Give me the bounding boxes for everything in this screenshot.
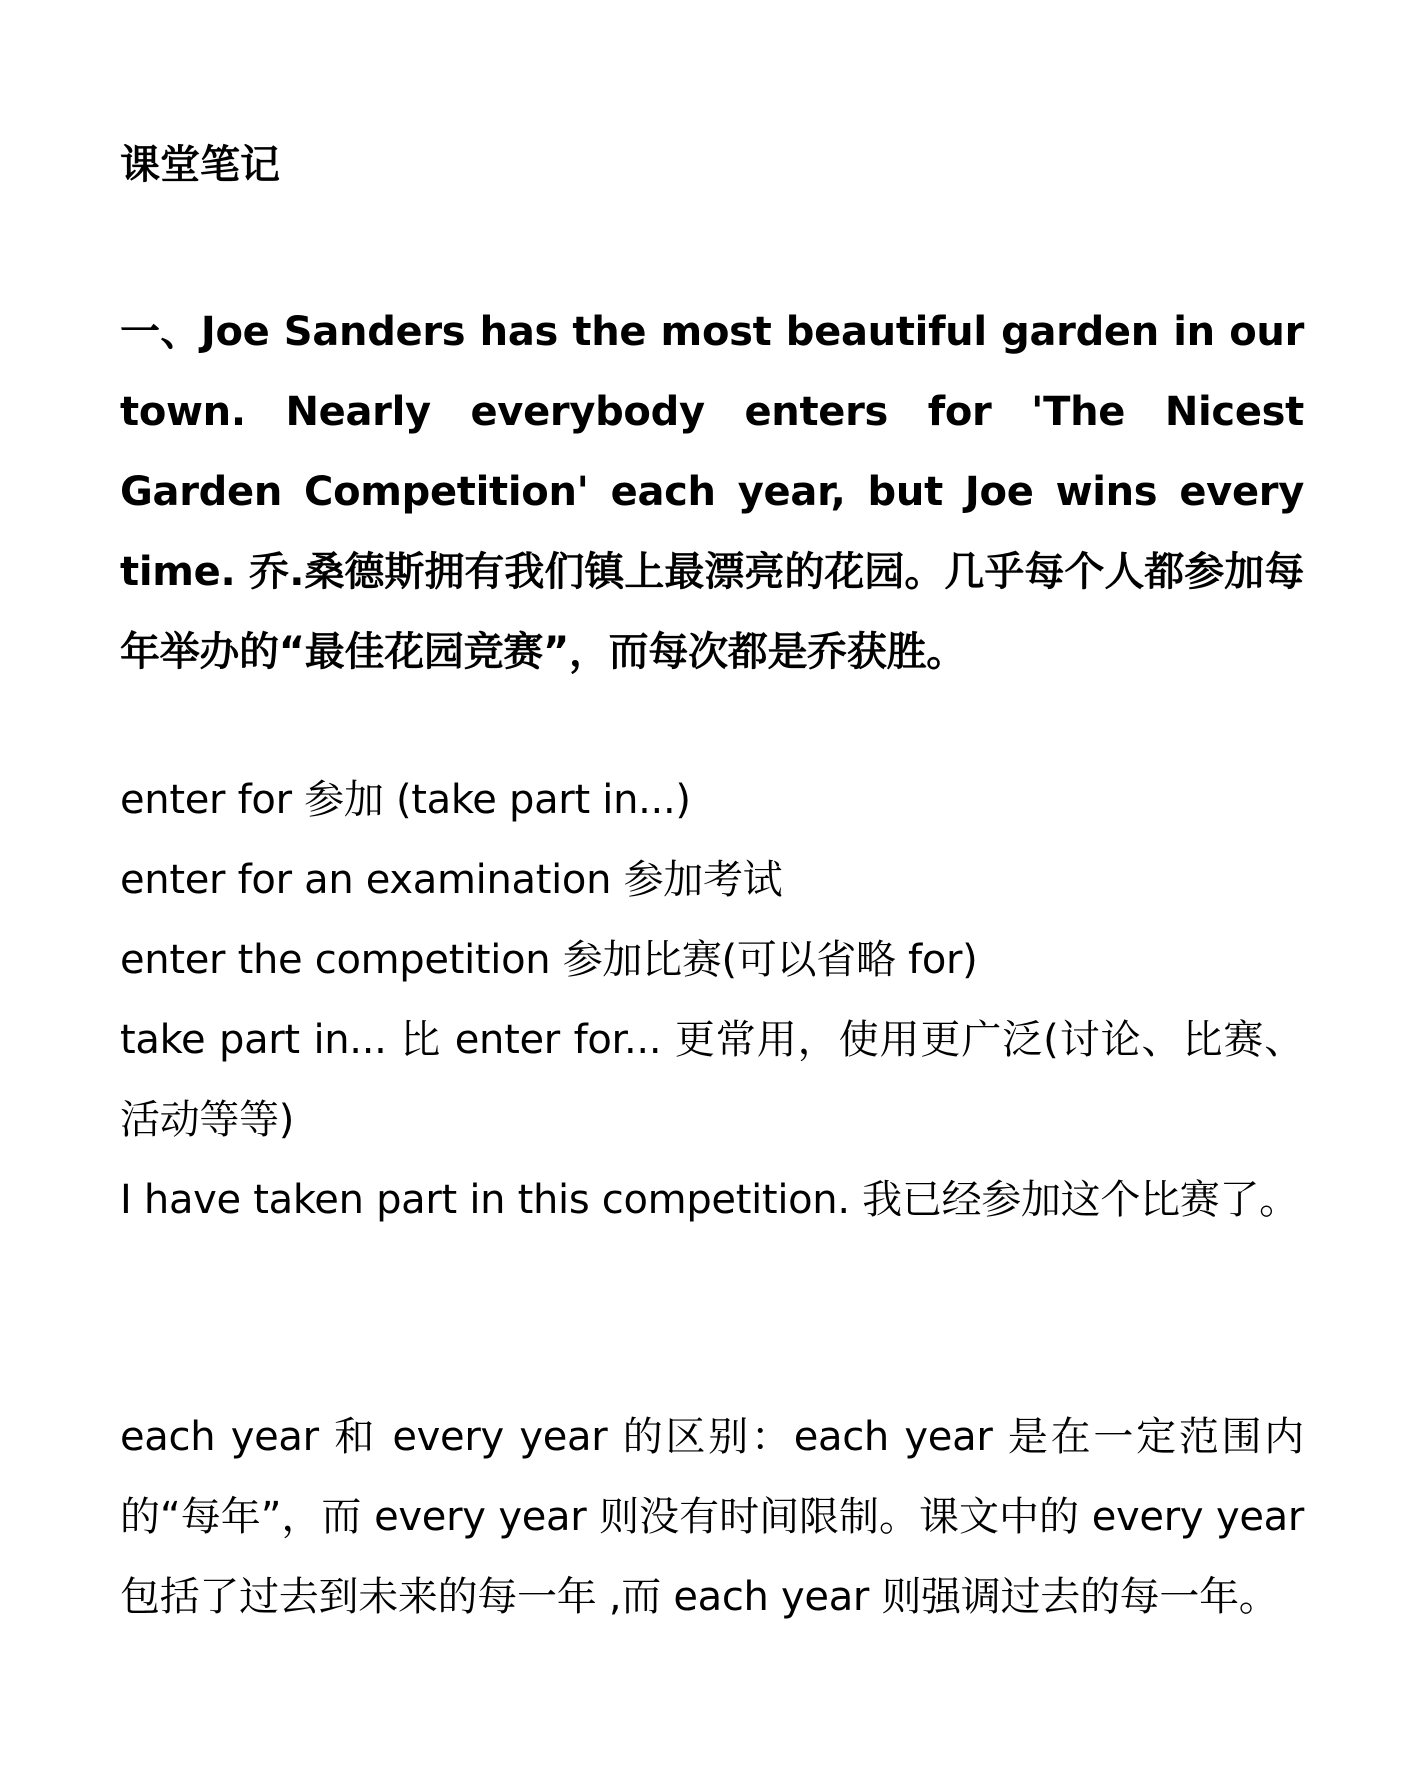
vocabulary-notes (120, 760, 1304, 1240)
lesson-paragraph: 一、Joe Sanders has the most beautiful garden in our town. Nearly everybody enters for 'The Nicest Garden Competition' each year, but Joe wins every time. 乔.桑德斯拥有我们镇上最漂亮的花园。几乎每个人都参加每年举办的“最佳花园竞赛”，而每次都是乔获胜。 (120, 309, 1304, 675)
each-every-explanation: each year 和 every year 的区别：each year 是在一定范围内的“每年”，而 every year 则没有时间限制。课文中的 every year 包括了过去到未来的每一年 ,而 each year 则强调过去的每一年。 (120, 1414, 1304, 1620)
note-line: I have taken part in this competition. 我已经参加这个比赛了。 (120, 1177, 1299, 1223)
page-content (120, 0, 1304, 1788)
note-line: enter for 参加 (take part in...) (120, 777, 691, 823)
page-title: 课堂笔记 (120, 142, 280, 188)
note-line: enter for an examination 参加考试 (120, 857, 783, 903)
note-line: enter the competition 参加比赛(可以省略 for) (120, 937, 978, 983)
note-line: take part in... 比 enter for... 更常用，使用更广泛(讨论、比赛、活动等等) (120, 1017, 1304, 1143)
